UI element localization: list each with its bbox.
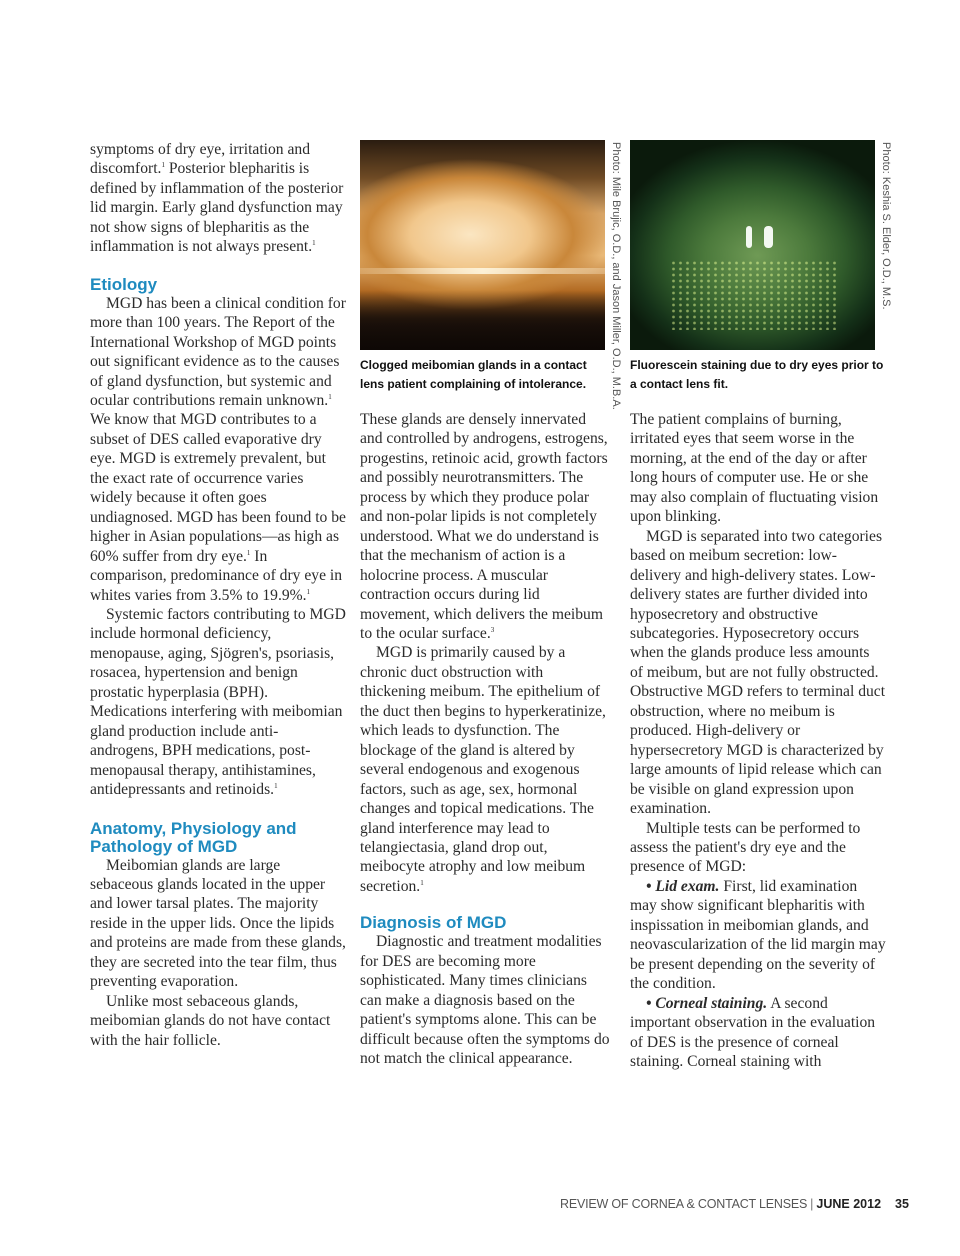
anatomy-paragraph-2: Unlike most sebaceous glands, meibomian glands do not have contact with the hair follicle. — [90, 992, 331, 1049]
clogged-glands-photo — [360, 140, 605, 350]
fluorescein-staining-photo — [630, 140, 875, 350]
figure-caption-1: Clogged meibomian glands in a contact lens patient complaining of intolerance. — [360, 358, 587, 391]
page-number: 35 — [895, 1197, 909, 1211]
diagnosis-paragraph-1: Diagnostic and treatment modalities for DES are becoming more sophisticated. Many times clinicians can make a diagnosis based on the patient's symptoms alone. This can be difficult because often the symptoms do not match the clinical appearance. — [360, 933, 610, 1068]
anatomy-heading: Anatomy, Physiology and Pathology of MGD — [90, 818, 297, 856]
anatomy-paragraph-1: Meibomian glands are large sebaceous glands located in the upper and lower tarsal plates. The majority reside in the upper lids. Once the lipids and proteins are made from these glands, they are secreted into the tear film, thus preventing evaporation. — [90, 856, 346, 991]
text-column-3 — [630, 410, 886, 1071]
figure-caption-2: Fluorescein staining due to dry eyes prior to a contact lens fit. — [630, 358, 884, 391]
column3-paragraph-1: The patient complains of burning, irritated eyes that seem worse in the morning, at the end of the day or after long hours of computer use. He or she may also complain of fluctuating vision upon blinking. — [630, 411, 879, 526]
column2-paragraph-2: MGD is primarily caused by a chronic duct obstruction with thickening meibum. The epithelium of the duct then begins to hyperkeratinize, which leads to dysfunction. The blockage of the gland is altered by several endogenous and exogenous factors, such as age, sex, hormonal changes and topical medications. The gland interference may lead to telangiectasia, gland drop out, meibocyte atrophy and low meibum secretion.$^1$ — [360, 644, 606, 895]
text-column-1 — [90, 140, 346, 1050]
footer-separator: | — [810, 1197, 814, 1211]
lid-exam-bullet: • Lid exam. First, lid examination may show significant blepharitis with inspissation in meibomian glands, and neovascularization of the lid margin may be present depending on the severity of the condition. — [630, 877, 886, 993]
column2-paragraph-1: These glands are densely innervated and controlled by androgens, estrogens, progestins, retinoic acid, growth factors and possibly neurotransmitters. The process by which they produce polar and non-polar lipids is not completely understood. What we do understand is that the mechanism of action is a holocrine process. A muscular contraction occurs during lid movement, which delivers the meibum to the ocular surface.$^3$ — [360, 411, 608, 642]
column3-paragraph-3: Multiple tests can be performed to assess the patient's dry eye and the presence of MGD: — [630, 819, 861, 876]
etiology-paragraph-2: Systemic factors contributing to MGD include hormonal deficiency, menopause, aging, Sjögren's, psoriasis, rosacea, hypertension and benign prostatic hyperplasia (BPH). Medications interfering with meibomian gland production include anti-androgens, BPH medications, post-menopausal therapy, antihistamines, antidepressants and retinoids.$^1$ — [90, 605, 346, 799]
diagnosis-heading: Diagnosis of MGD — [360, 913, 507, 933]
eyelash-shadow — [360, 290, 605, 350]
corneal-staining-bullet: • Corneal staining. A second important observation in the evaluation of DES is the presence of corneal staining. Corneal staining with — [630, 994, 876, 1070]
photo-credit-1: Photo: Mile Brujic, O.D., and Jason Miller, O.D., M.B.A. — [610, 142, 622, 410]
photo-credit-2: Photo: Keshia S. Elder, O.D., M.S. — [880, 142, 892, 310]
light-reflection — [764, 226, 773, 248]
staining-speckles — [670, 260, 840, 330]
etiology-heading: Etiology — [90, 274, 158, 294]
intro-paragraph: symptoms of dry eye, irritation and discomfort.$^1$ Posterior blepharitis is defined by inflammation of the posterior lid margin. Early gland dysfunction may not show signs of blepharitis as the inflammation is not always present.$^1$ — [90, 141, 344, 256]
issue-date: JUNE 2012 — [816, 1197, 882, 1211]
column3-paragraph-2: MGD is separated into two categories based on meibum secretion: low-delivery and high-delivery states. Low-delivery states are further divided into hyposecretory and obstructive subcategories. Hyposecretory occurs when the glands produce less amounts of meibum, but are not fully obstructed. Obstructive MGD refers to terminal duct obstruction, where no meibum is produced. High-delivery or hypersecretory MGD is characterized by large amounts of lipid release which can be visible on gland expression upon examination. — [630, 527, 886, 818]
lid-margin-highlight — [360, 268, 605, 274]
text-column-2 — [360, 410, 612, 1069]
light-reflection — [746, 226, 752, 248]
page-footer — [560, 1197, 909, 1211]
journal-name: REVIEW OF CORNEA & CONTACT LENSES — [560, 1197, 808, 1211]
etiology-paragraph-1: MGD has been a clinical condition for more than 100 years. The Report of the International Workshop of MGD points out significant evidence as to the causes of gland dysfunction, but systemic and ocular contributions remain unknown.$^1$ We know that MGD contributes to a subset of DES called evaporative dry eye. MGD is extremely prevalent, but the exact rate of occurrence varies widely because it often goes undiagnosed. MGD has been found to be higher in Asian populations—as high as 60% suffer from dry eye.$^1$ In comparison, predominance of dry eye in whites varies from 3.5% to 19.9%.$^1$ — [90, 294, 346, 604]
